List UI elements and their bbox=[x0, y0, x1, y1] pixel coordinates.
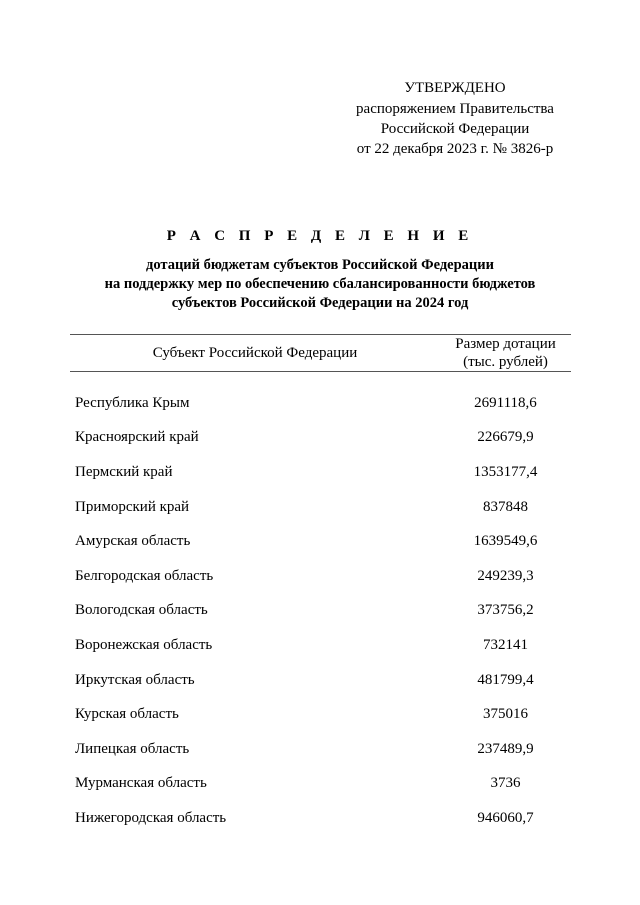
row-amount: 373756,2 bbox=[477, 602, 534, 619]
table-row bbox=[70, 372, 571, 421]
table-row bbox=[70, 663, 571, 698]
table-body bbox=[70, 372, 571, 836]
column-header-amount-line-1: Размер дотации bbox=[455, 336, 556, 352]
row-amount: 732141 bbox=[483, 636, 528, 653]
table-row bbox=[70, 594, 571, 629]
table-header-row bbox=[70, 335, 571, 372]
row-subject: Иркутская область bbox=[75, 671, 195, 688]
approval-block bbox=[300, 78, 610, 159]
approval-stamp: УТВЕРЖДЕНО bbox=[404, 80, 506, 96]
distribution-table bbox=[70, 334, 571, 836]
subtitle-line-1: дотаций бюджетам субъектов Российской Федерации bbox=[146, 257, 494, 273]
row-subject: Амурская область bbox=[75, 533, 191, 550]
approval-line-1: распоряжением Правительства bbox=[356, 101, 554, 117]
row-amount: 2691118,6 bbox=[474, 394, 537, 411]
row-subject: Липецкая область bbox=[75, 740, 190, 757]
row-amount: 249239,3 bbox=[477, 567, 534, 584]
document-heading bbox=[0, 226, 640, 313]
row-amount: 1353177,4 bbox=[473, 463, 538, 480]
document-title: Р А С П Р Е Д Е Л Е Н И Е bbox=[166, 228, 474, 244]
table-row bbox=[70, 524, 571, 559]
row-subject: Приморский край bbox=[75, 498, 190, 515]
table-row bbox=[70, 697, 571, 732]
table-row bbox=[70, 559, 571, 594]
approval-line-3: от 22 декабря 2023 г. № 3826-р bbox=[356, 141, 554, 157]
row-subject: Воронежская область bbox=[75, 636, 213, 653]
row-subject: Красноярский край bbox=[75, 429, 199, 446]
row-amount: 1639549,6 bbox=[473, 533, 538, 550]
table-row bbox=[70, 455, 571, 490]
row-subject: Мурманская область bbox=[75, 775, 207, 792]
row-subject: Пермский край bbox=[75, 463, 173, 480]
row-amount: 946060,7 bbox=[477, 809, 534, 826]
row-amount: 375016 bbox=[483, 706, 528, 723]
document-subtitle bbox=[0, 256, 640, 313]
row-subject: Курская область bbox=[75, 706, 179, 723]
table-row bbox=[70, 801, 571, 836]
approval-line-2: Российской Федерации bbox=[380, 121, 530, 137]
subtitle-line-3: субъектов Российской Федерации на 2024 год bbox=[171, 295, 469, 311]
row-amount: 3736 bbox=[490, 775, 521, 792]
subtitle-line-2: на поддержку мер по обеспечению сбалансированности бюджетов bbox=[104, 276, 536, 292]
row-subject: Нижегородская область bbox=[75, 809, 227, 826]
table-row bbox=[70, 767, 571, 802]
row-amount: 837848 bbox=[483, 498, 528, 515]
row-amount: 226679,9 bbox=[477, 429, 534, 446]
row-subject: Вологодская область bbox=[75, 602, 208, 619]
table-row bbox=[70, 421, 571, 456]
distribution-table-container bbox=[70, 334, 571, 836]
column-header-subject: Субъект Российской Федерации bbox=[70, 335, 440, 372]
column-header-amount bbox=[440, 335, 571, 372]
table-row bbox=[70, 732, 571, 767]
row-amount: 481799,4 bbox=[477, 671, 534, 688]
column-header-amount-line-2: (тыс. рублей) bbox=[463, 354, 548, 370]
table-row bbox=[70, 628, 571, 663]
row-amount: 237489,9 bbox=[477, 740, 534, 757]
table-row bbox=[70, 490, 571, 525]
row-subject: Белгородская область bbox=[75, 567, 214, 584]
row-subject: Республика Крым bbox=[75, 394, 190, 411]
